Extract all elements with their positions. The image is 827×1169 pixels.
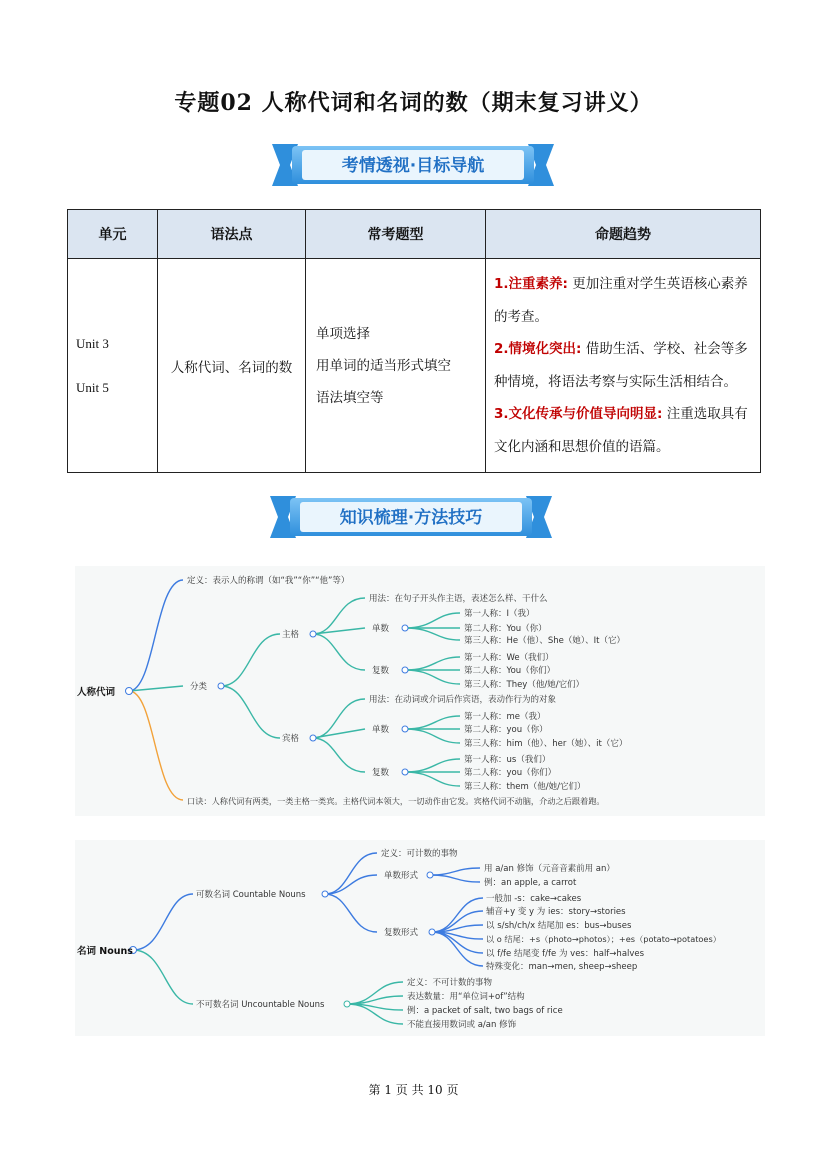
question-type: 单项选择 <box>316 325 370 342</box>
uncountable-item: 不能直接用数词或 a/an 修饰 <box>407 1020 517 1030</box>
uncountable-nouns: 不可数名词 Uncountable Nouns <box>196 1000 325 1010</box>
pronoun-root: 人称代词 <box>77 687 116 698</box>
exam-info-table <box>67 209 761 473</box>
noun-mindmap <box>75 840 765 1040</box>
banner-knowledge-label: 知识梳理·方法技巧 <box>339 508 483 528</box>
countable-nouns: 可数名词 Countable Nouns <box>196 890 306 900</box>
banner-knowledge <box>270 492 552 542</box>
subject-plural-item: 第三人称：They（他/她/它们） <box>464 680 585 690</box>
object-case: 宾格 <box>282 734 300 744</box>
plural-item: 辅音+y 变 y 为 ies：story→stories <box>486 907 626 917</box>
trend-item: 1.注重素养: 更加注重对学生英语核心素养的考查。 <box>494 276 748 325</box>
subject-plural-item: 第二人称：You（你们） <box>464 666 556 676</box>
object-plural-item: 第三人称：them（他/她/它们） <box>464 782 586 792</box>
page-footer: 第 1 页 共 10 页 <box>368 1083 459 1097</box>
pronoun-mindmap <box>75 566 765 820</box>
object-singular-item: 第三人称：him（他）、her（她）、it（它） <box>464 739 628 749</box>
page-title: 专题02 人称代词和名词的数（期末复习讲义） <box>174 90 653 116</box>
header-trends: 命题趋势 <box>486 210 761 259</box>
question-type: 语法填空等 <box>316 389 384 406</box>
singular-item: 用 a/an 修饰（元音音素前用 an） <box>484 864 615 874</box>
question-type: 用单词的适当形式填空 <box>316 357 451 374</box>
object-singular-item: 第二人称：you（你） <box>464 725 548 735</box>
uncountable-item: 例：a packet of salt, two bags of rice <box>407 1006 563 1016</box>
plural-item: 特殊变化：man→men, sheep→sheep <box>486 962 638 972</box>
countable-definition: 定义：可计数的事物 <box>381 849 458 859</box>
uncountable-item: 表达数量：用“单位词+of”结构 <box>407 992 525 1002</box>
subject-case: 主格 <box>282 630 300 640</box>
uncountable-item: 定义：不可计数的事物 <box>407 978 493 988</box>
object-usage: 用法：在动词或介词后作宾语，表动作行为的对象 <box>369 695 557 705</box>
object-plural: 复数 <box>372 768 390 778</box>
plural-form: 复数形式 <box>384 928 419 938</box>
subject-singular-item: 第三人称：He（他）、She（她）、It（它） <box>464 636 625 646</box>
subject-singular-item: 第一人称：I（我） <box>464 609 535 619</box>
cell-units <box>68 259 158 473</box>
subject-singular: 单数 <box>372 624 390 634</box>
cell-grammar-point: 人称代词、名词的数 <box>158 259 306 473</box>
banner-exam-overview <box>272 140 554 190</box>
subject-usage: 用法：在句子开头作主语，表述怎么样、干什么 <box>369 594 548 604</box>
header-grammar: 语法点 <box>158 210 306 259</box>
singular-item: 例：an apple, a carrot <box>484 878 577 888</box>
pronoun-rhyme: 口诀：人称代词有两类，一类主格一类宾。主格代词本领大，一切动作由它发。宾格代词不动脑，介动之后跟着跑。 <box>187 796 605 806</box>
singular-form: 单数形式 <box>384 871 419 881</box>
plural-item: 以 o 结尾：+s（photo→photos）；+es（potato→potatoes） <box>486 934 721 944</box>
plural-item: 一般加 -s：cake→cakes <box>486 894 582 904</box>
banner-exam-overview-label: 考情透视·目标导航 <box>341 156 485 176</box>
unit-item: Unit 3 <box>76 335 109 351</box>
cell-question-types <box>306 259 486 473</box>
unit-item: Unit 5 <box>76 379 109 395</box>
pronoun-definition: 定义：表示人的称谓（如“我”“你”“他”等） <box>187 576 350 586</box>
header-types: 常考题型 <box>306 210 486 259</box>
trend-item: 2.情境化突出: 借助生活、学校、社会等多种情境，将语法考察与实际生活相结合。 <box>494 341 748 390</box>
plural-item: 以 s/sh/ch/x 结尾加 es：bus→buses <box>486 921 632 931</box>
subject-plural: 复数 <box>372 666 390 676</box>
plural-item: 以 f/fe 结尾变 f/fe 为 ves：half→halves <box>486 949 645 959</box>
object-plural-item: 第二人称：you（你们） <box>464 768 557 778</box>
trend-item: 3.文化传承与价值导向明显: 注重选取具有文化内涵和思想价值的语篇。 <box>494 406 748 455</box>
noun-root: 名词 Nouns <box>77 946 133 957</box>
object-singular: 单数 <box>372 725 390 735</box>
pronoun-category: 分类 <box>190 682 208 692</box>
subject-singular-item: 第二人称：You（你） <box>464 624 547 634</box>
subject-plural-item: 第一人称：We（我们） <box>464 653 554 663</box>
cell-trends <box>486 259 761 473</box>
object-singular-item: 第一人称：me（我） <box>464 712 546 722</box>
object-plural-item: 第一人称：us（我们） <box>464 755 551 765</box>
header-unit: 单元 <box>68 210 158 259</box>
